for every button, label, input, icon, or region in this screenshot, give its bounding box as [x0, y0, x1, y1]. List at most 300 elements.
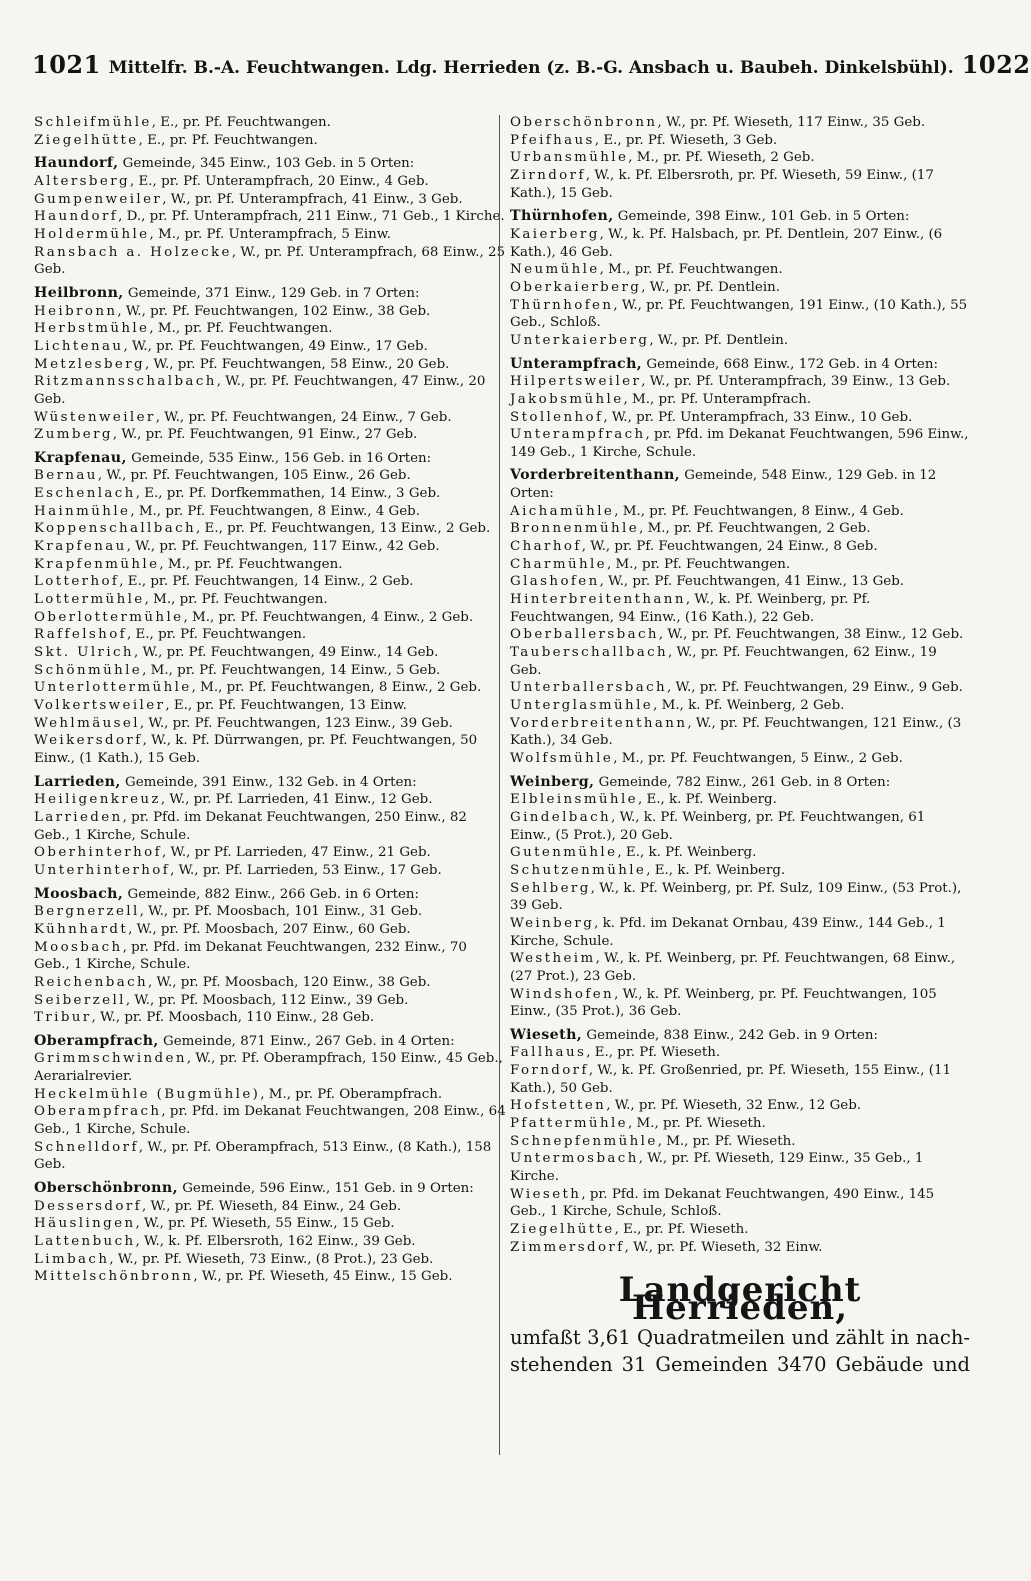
place-name: Gindelbach	[510, 809, 612, 825]
entry-details: , pr. Pfd. im Dekanat Feuchtwangen, 208 Einw., 64 Geb., 1 Kirche, Schule.	[34, 1104, 506, 1138]
entry-details: , W., pr. Pf. Oberampfrach, 513 Einw., (8 Kath.), 158 Geb.	[34, 1139, 492, 1173]
place-entry	[34, 114, 506, 132]
place-name: Altersberg	[34, 173, 131, 189]
place-entry	[510, 1239, 970, 1257]
place-name: Herbstmühle	[34, 321, 150, 337]
entry-details: , W., pr. Pf. Wieseth, 73 Einw., (8 Prot.), 23 Geb.	[109, 1251, 434, 1267]
place-entry	[34, 191, 506, 209]
entry-details: , W., pr. Pf. Feuchtwangen, 29 Einw., 9 Geb.	[667, 680, 963, 696]
place-name: Tribur	[34, 1010, 92, 1026]
entry-details: , W., k. Pf. Elbersroth, pr. Pf. Wieseth, 59 Einw., (17 Kath.), 15 Geb.	[510, 167, 934, 201]
entry-details: , M., pr. Pf. Feuchtwangen, 2 Geb.	[639, 521, 871, 537]
place-entry	[34, 356, 506, 374]
place-name: Holdermühle	[34, 226, 150, 242]
place-entry	[510, 809, 970, 844]
place-entry	[510, 715, 970, 750]
municipality-heading	[34, 450, 506, 468]
entry-details: , M., pr. Pf. Wieseth.	[628, 1116, 766, 1132]
entry-details: , W., pr. Pf. Feuchtwangen, 102 Einw., 38 Geb.	[117, 303, 431, 319]
page-number-left: 1021	[32, 50, 101, 79]
municipality-heading	[510, 356, 970, 374]
municipality-name: Wieseth,	[510, 1026, 583, 1043]
entry-details: , W., pr. Pf. Wieseth, 117 Einw., 35 Geb.	[657, 115, 926, 130]
place-entry	[34, 338, 506, 356]
municipality-name: Moosbach,	[34, 885, 124, 902]
entry-details: Gemeinde, 596 Einw., 151 Geb. in 9 Orten:	[177, 1181, 474, 1197]
place-name: Häuslingen	[34, 1216, 136, 1232]
municipality-heading	[34, 1180, 506, 1198]
place-entry	[34, 844, 506, 862]
municipality-heading	[510, 467, 970, 502]
place-name: Sehlberg	[510, 880, 591, 896]
place-entry	[34, 503, 506, 521]
place-name: Lotterhof	[34, 574, 120, 590]
place-name: Oberlottermühle	[34, 609, 184, 625]
entry-details: , M., pr. Pf. Wieseth, 2 Geb.	[628, 150, 815, 166]
entry-details: Gemeinde, 548 Einw., 129 Geb. in 12 Orten:	[510, 468, 937, 502]
page-header	[32, 50, 1031, 90]
place-entry	[34, 208, 506, 226]
place-entry	[510, 520, 970, 538]
entry-details: , W., pr. Pf. Feuchtwangen, 49 Einw., 17 Geb.	[123, 338, 428, 354]
place-name: Gumpenweiler	[34, 191, 163, 207]
entry-details: , M., pr. Pf. Feuchtwangen, 5 Einw., 2 Geb.	[613, 750, 903, 766]
place-name: Koppenschallbach	[34, 521, 197, 537]
place-name: Hilpertsweiler	[510, 374, 642, 390]
entry-details: , E., k. Pf. Weinberg.	[646, 862, 786, 878]
entry-details: Gemeinde, 838 Einw., 242 Geb. in 9 Orten:	[582, 1027, 878, 1043]
entry-details: Gemeinde, 398 Einw., 101 Geb. in 5 Orten:	[613, 209, 910, 225]
place-name: Oberkaierberg	[510, 279, 642, 295]
entry-details: , E., pr. Pf. Unterampfrach, 20 Einw., 4 Geb.	[130, 173, 429, 189]
entry-details: , W., pr. Pf. Feuchtwangen, 24 Einw., 8 Geb.	[581, 539, 878, 555]
entry-details: , W., pr. Pf. Wieseth, 55 Einw., 15 Geb.	[135, 1216, 395, 1232]
place-entry	[510, 1062, 970, 1097]
municipality-heading	[510, 1027, 970, 1045]
place-name: Kühnhardt	[34, 921, 129, 937]
entry-details: , W., pr. Pf. Moosbach, 120 Einw., 38 Geb.	[148, 974, 431, 990]
place-name: Wehlmäusel	[34, 715, 140, 731]
place-name: Hinterbreitenthann	[510, 592, 686, 608]
place-entry	[34, 320, 506, 338]
place-entry	[34, 467, 506, 485]
place-name: Grimmschwinden	[34, 1051, 187, 1067]
entry-details: , W., pr. Pf. Feuchtwangen, 38 Einw., 12 Geb.	[658, 627, 964, 643]
entry-details: , E., pr. Pf. Feuchtwangen.	[127, 627, 307, 643]
entry-details: , W., pr. Pf. Dentlein.	[641, 279, 781, 295]
place-name: Seiberzell	[34, 992, 126, 1008]
place-entry	[510, 750, 970, 768]
place-entry	[510, 279, 970, 297]
place-name: Tauberschallbach	[510, 645, 669, 661]
place-entry	[34, 1086, 506, 1104]
place-name: Forndorf	[510, 1063, 589, 1079]
entry-details: , pr. Pfd. im Dekanat Feuchtwangen, 596 Einw., 149 Geb., 1 Kirche, Schule.	[510, 427, 969, 460]
place-name: Hofstetten	[510, 1098, 607, 1114]
entry-details: , M., pr. Pf. Feuchtwangen, 8 Einw., 2 Geb.	[191, 680, 482, 696]
entry-details: , W., k. Pf. Elbersroth, 162 Einw., 39 Geb.	[135, 1234, 416, 1250]
municipality-name: Thürnhofen,	[510, 208, 614, 225]
entry-details: Gemeinde, 371 Einw., 129 Geb. in 7 Orten:	[123, 285, 420, 301]
entry-details: , W., pr. Pf. Feuchtwangen, 91 Einw., 27 Geb.	[112, 427, 418, 443]
place-name: Thürnhofen	[510, 297, 614, 313]
municipality-name: Heilbronn,	[34, 284, 124, 301]
municipality-name: Oberschönbronn,	[34, 1180, 178, 1197]
entry-details: , W., pr. Pf. Wieseth, 84 Einw., 24 Geb.	[142, 1198, 402, 1214]
place-name: Weinberg	[510, 915, 595, 931]
place-entry	[34, 426, 506, 444]
entry-details: , W., pr. Pf. Feuchtwangen, 105 Einw., 26 Geb.	[97, 468, 411, 484]
place-name: Wieseth	[510, 1186, 582, 1202]
place-name: Schutzenmühle	[510, 862, 647, 878]
place-name: Hainmühle	[34, 503, 131, 519]
place-name: Gutenmühle	[510, 845, 618, 861]
place-entry	[510, 844, 970, 862]
place-name: Dessersdorf	[34, 1198, 142, 1214]
entry-details: , W., pr. Pf. Unterampfrach, 39 Einw., 13 Geb.	[641, 374, 951, 390]
entry-details: , E., pr. Pf. Dorfkemmathen, 14 Einw., 3 Geb.	[135, 486, 441, 502]
place-entry	[34, 662, 506, 680]
entry-details: , W., pr. Pf. Feuchtwangen, 121 Einw., (3 Kath.), 34 Geb.	[510, 715, 962, 749]
entry-details: , M., pr. Pf. Unterampfrach, 5 Einw.	[149, 226, 391, 242]
entry-details: , M., pr. Pf. Feuchtwangen.	[599, 262, 783, 278]
place-name: Unterglasmühle	[510, 698, 654, 713]
entry-details: , W., k. Pf. Weinberg, pr. Pf. Feuchtwangen, 105 Einw., (35 Prot.), 36 Geb.	[510, 986, 937, 1020]
municipality-name: Krapfenau,	[34, 449, 127, 466]
entry-details: , E., pr. Pf. Feuchtwangen.	[151, 115, 331, 130]
municipality-name: Weinberg,	[510, 773, 595, 790]
place-entry	[510, 332, 970, 350]
entry-details: , M., pr. Pf. Feuchtwangen, 8 Einw., 4 Geb.	[130, 503, 420, 519]
entry-details: , W., pr. Pf. Moosbach, 101 Einw., 31 Geb.	[139, 904, 423, 920]
place-name: Unterlottermühle	[34, 680, 192, 696]
place-name: Jakobsmühle	[510, 391, 624, 407]
entry-details: Gemeinde, 345 Einw., 103 Geb. in 5 Orten:	[118, 156, 415, 172]
place-entry	[510, 679, 970, 697]
place-entry	[34, 921, 506, 939]
place-name: Schleifmühle	[34, 115, 152, 130]
entry-details: , pr. Pfd. im Dekanat Feuchtwangen, 250 Einw., 82 Geb., 1 Kirche, Schule.	[34, 809, 467, 843]
place-entry	[510, 132, 970, 150]
place-entry	[34, 791, 506, 809]
municipality-name: Unterampfrach,	[510, 355, 643, 372]
section-intro-line: stehenden 31 Gemeinden 3470 Gebäude und	[510, 1352, 970, 1376]
column-divider	[499, 115, 500, 1455]
place-entry	[34, 1050, 506, 1085]
place-name: Lichtenau	[34, 338, 124, 354]
place-entry	[510, 373, 970, 391]
entry-details: , W., pr. Pf. Feuchtwangen, 58 Einw., 20 Geb.	[145, 356, 450, 372]
entry-details: , W., pr. Pf. Unterampfrach, 33 Einw., 10 Geb.	[603, 409, 913, 425]
entry-details: , W., pr. Pf. Moosbach, 110 Einw., 28 Geb.	[91, 1010, 375, 1026]
place-name: Ritzmannsschalbach	[34, 374, 217, 390]
place-entry	[510, 297, 970, 332]
place-name: Windshofen	[510, 986, 615, 1002]
place-name: Pfeifhaus	[510, 132, 595, 148]
place-name: Larrieden	[34, 809, 123, 825]
municipality-heading	[34, 886, 506, 904]
place-entry	[510, 409, 970, 427]
place-name: Reichenbach	[34, 974, 149, 990]
right-column	[510, 114, 970, 1378]
place-entry	[510, 791, 970, 809]
place-entry	[34, 809, 506, 844]
right-column-entries	[510, 114, 970, 1256]
entry-details: , W., pr. Pf. Oberampfrach, 150 Einw., 45 Geb., Aerarialrevier.	[34, 1051, 503, 1085]
place-name: Schnelldorf	[34, 1139, 139, 1155]
place-entry	[34, 644, 506, 662]
place-entry	[510, 1133, 970, 1151]
place-entry	[34, 538, 506, 556]
place-name: Haundorf	[34, 209, 119, 225]
place-entry	[510, 591, 970, 626]
place-name: Krapfenmühle	[34, 556, 160, 572]
place-name: Pfattermühle	[510, 1116, 628, 1132]
place-entry	[34, 1139, 506, 1174]
place-name: Krapfenau	[34, 539, 127, 555]
place-entry	[34, 226, 506, 244]
left-column	[34, 114, 506, 1286]
place-entry	[34, 1009, 506, 1027]
place-name: Westheim	[510, 951, 596, 967]
place-name: Oberhinterhof	[34, 845, 162, 861]
entry-details: , W., pr. Pf. Wieseth, 32 Einw.	[624, 1239, 823, 1255]
place-name: Zirndorf	[510, 167, 586, 183]
place-name: Unterkaierberg	[510, 332, 650, 348]
entry-details: , W., pr. Pf. Feuchtwangen, 49 Einw., 14 Geb.	[133, 645, 439, 661]
place-entry	[510, 261, 970, 279]
place-name: Raffelshof	[34, 627, 128, 643]
place-entry	[510, 862, 970, 880]
municipality-heading	[510, 208, 970, 226]
place-name: Oberampfrach	[34, 1104, 162, 1120]
entry-details: , E., pr. Pf. Wieseth.	[614, 1222, 749, 1238]
place-entry	[510, 1150, 970, 1185]
place-entry	[510, 114, 970, 132]
place-name: Ziegelhütte	[510, 1222, 615, 1238]
entry-details: , W., k. Pf. Weinberg, pr. Pf. Feuchtwangen, 68 Einw., (27 Prot.), 23 Geb.	[510, 951, 956, 984]
entry-details: , W., pr. Pf. Wieseth, 32 Enw., 12 Geb.	[606, 1098, 862, 1114]
place-name: Charhof	[510, 539, 582, 555]
place-name: Lottermühle	[34, 592, 145, 608]
place-name: Bronnenmühle	[510, 521, 640, 537]
section-intro-line: umfaßt 3,61 Quadratmeilen und zählt in nach-	[510, 1325, 970, 1349]
place-name: Stollenhof	[510, 409, 604, 425]
entry-details: , M., pr. Pf. Feuchtwangen.	[149, 321, 333, 337]
entry-details: , M., pr. Pf. Feuchtwangen.	[144, 592, 328, 608]
section-title: Landgericht Herrieden,	[618, 1270, 862, 1328]
place-name: Unterampfrach	[510, 427, 646, 443]
municipality-name: Oberampfrach,	[34, 1032, 159, 1049]
place-name: Unterballersbach	[510, 680, 668, 696]
place-entry	[510, 503, 970, 521]
place-entry	[34, 732, 506, 767]
place-name: Schnepfenmühle	[510, 1133, 658, 1149]
place-name: Weikersdorf	[34, 733, 143, 749]
place-entry	[34, 626, 506, 644]
place-entry	[34, 939, 506, 974]
running-title: Mittelfr. B.-A. Feuchtwangen. Ldg. Herrieden (z. B.-G. Ansbach u. Baubeh. Dinkelsbühl).	[108, 58, 954, 78]
place-entry	[34, 573, 506, 591]
place-name: Wüstenweiler	[34, 409, 156, 425]
place-entry	[34, 679, 506, 697]
municipality-name: Haundorf,	[34, 155, 119, 172]
municipality-heading	[34, 285, 506, 303]
place-entry	[34, 520, 506, 538]
entry-details: , E., k. Pf. Weinberg.	[637, 792, 777, 808]
place-entry	[34, 1198, 506, 1216]
municipality-name: Vorderbreitenthann,	[510, 467, 680, 484]
place-entry	[34, 1233, 506, 1251]
entry-details: , E., pr. Pf. Wieseth.	[586, 1045, 721, 1061]
entry-details: , W., pr. Pf. Larrieden, 53 Einw., 17 Geb.	[170, 862, 442, 878]
place-name: Vorderbreitenthann	[510, 715, 688, 731]
place-name: Bernau	[34, 468, 98, 484]
place-entry	[510, 1097, 970, 1115]
entry-details: , pr. Pfd. im Dekanat Feuchtwangen, 232 Einw., 70 Geb., 1 Kirche, Schule.	[34, 939, 467, 973]
section-intro	[510, 1324, 970, 1378]
place-entry	[510, 226, 970, 261]
place-name: Limbach	[34, 1251, 110, 1267]
place-name: Schönmühle	[34, 662, 143, 678]
municipality-name: Larrieden,	[34, 773, 121, 790]
place-name: Charmühle	[510, 556, 608, 572]
place-entry	[510, 880, 970, 915]
place-entry	[34, 244, 506, 279]
place-name: Ransbach a. Holzecke	[34, 244, 232, 260]
entry-details: , E., k. Pf. Weinberg.	[617, 845, 757, 861]
place-name: Heckelmühle (Bugmühle)	[34, 1086, 261, 1102]
entry-details: Gemeinde, 535 Einw., 156 Geb. in 16 Orten:	[126, 450, 432, 466]
entry-details: , pr. Pfd. im Dekanat Feuchtwangen, 490 Einw., 145 Geb., 1 Kirche, Schule, Schloß.	[510, 1186, 935, 1220]
place-entry	[510, 149, 970, 167]
entry-details: , M., pr. Pf. Feuchtwangen, 4 Einw., 2 Geb.	[183, 609, 474, 625]
place-name: Mittelschönbronn	[34, 1269, 194, 1285]
entry-details: , W., pr. Pf. Feuchtwangen, 191 Einw., (10 Kath.), 55 Geb., Schloß.	[510, 297, 968, 331]
place-name: Neumühle	[510, 262, 600, 278]
entry-details: , W., k. Pf. Großenried, pr. Pf. Wieseth, 155 Einw., (11 Kath.), 50 Geb.	[510, 1063, 951, 1096]
place-name: Heiligenkreuz	[34, 792, 161, 808]
place-entry	[510, 915, 970, 950]
place-name: Unterhinterhof	[34, 862, 171, 878]
entry-details: , W., pr. Pf. Feuchtwangen, 24 Einw., 7 Geb.	[155, 409, 452, 425]
entry-details: , W., pr. Pf. Larrieden, 41 Einw., 12 Geb.	[160, 792, 433, 808]
place-entry	[34, 373, 506, 408]
place-name: Zimmersdorf	[510, 1239, 625, 1255]
place-name: Oberballersbach	[510, 627, 659, 643]
place-entry	[34, 303, 506, 321]
entry-details: , M., pr. Pf. Unterampfrach.	[623, 391, 812, 407]
place-name: Moosbach	[34, 939, 123, 955]
entry-details: , E., pr. Pf. Feuchtwangen, 14 Einw., 2 Geb.	[119, 574, 414, 590]
place-name: Lattenbuch	[34, 1234, 136, 1250]
place-entry	[510, 573, 970, 591]
place-name: Aichamühle	[510, 503, 615, 519]
place-entry	[510, 391, 970, 409]
entry-details: , W., pr. Pf. Feuchtwangen, 117 Einw., 42 Geb.	[126, 539, 440, 555]
place-name: Ziegelhütte	[34, 132, 139, 148]
entry-details: , W., k. Pf. Weinberg, pr. Pf. Feuchtwangen, 94 Einw., (16 Kath.), 22 Geb.	[510, 592, 871, 625]
entry-details: Gemeinde, 668 Einw., 172 Geb. in 4 Orten:	[642, 356, 938, 372]
place-name: Elbleinsmühle	[510, 792, 638, 808]
place-name: Metzlesberg	[34, 356, 146, 372]
entry-details: , W., pr. Pf. Moosbach, 207 Einw., 60 Geb.	[128, 921, 411, 937]
entry-details: , W., k. Pf. Weinberg, pr. Pf. Sulz, 109 Einw., (53 Prot.), 39 Geb.	[510, 880, 962, 914]
entry-details: , W., pr Pf. Larrieden, 47 Einw., 21 Geb.	[161, 845, 431, 861]
municipality-heading	[510, 774, 970, 792]
entry-details: , M., pr. Pf. Feuchtwangen, 14 Einw., 5 Geb.	[142, 662, 441, 678]
entry-details: , k. Pfd. im Dekanat Ornbau, 439 Einw., 144 Geb., 1 Kirche, Schule.	[510, 915, 946, 949]
place-name: Volkertsweiler	[34, 698, 166, 713]
page-number-right: 1022	[961, 50, 1031, 79]
entry-details: Gemeinde, 882 Einw., 266 Geb. in 6 Orten:	[123, 886, 420, 902]
entry-details: , W., pr. Pf. Feuchtwangen, 47 Einw., 20 Geb.	[34, 374, 486, 407]
place-entry	[34, 1251, 506, 1269]
entry-details: , M., pr. Pf. Feuchtwangen.	[159, 556, 343, 572]
entry-details: , W., pr. Pf. Unterampfrach, 41 Einw., 3 Geb.	[162, 191, 463, 207]
municipality-heading	[34, 155, 506, 173]
entry-details: , W., pr. Pf. Moosbach, 112 Einw., 39 Geb.	[125, 992, 409, 1008]
place-entry	[34, 609, 506, 627]
place-entry	[34, 173, 506, 191]
entry-details: , W., pr. Pf. Wieseth, 129 Einw., 35 Geb., 1 Kirche.	[510, 1151, 924, 1185]
place-name: Untermosbach	[510, 1151, 639, 1167]
place-entry	[34, 1103, 506, 1138]
place-entry	[34, 132, 506, 150]
place-entry	[34, 1215, 506, 1233]
place-entry	[510, 556, 970, 574]
place-name: Kaierberg	[510, 226, 600, 242]
entry-details: , M., pr. Pf. Feuchtwangen, 8 Einw., 4 Geb.	[614, 503, 904, 519]
entry-details: , M., k. Pf. Weinberg, 2 Geb.	[653, 698, 845, 713]
entry-details: , W., pr. Pf. Feuchtwangen, 123 Einw., 39 Geb.	[139, 715, 453, 731]
place-entry	[34, 992, 506, 1010]
place-entry	[34, 485, 506, 503]
entry-details: , W., pr. Pf. Dentlein.	[649, 332, 789, 348]
place-entry	[34, 1268, 506, 1286]
place-entry	[510, 538, 970, 556]
place-entry	[510, 626, 970, 644]
place-entry	[510, 644, 970, 679]
municipality-heading	[34, 774, 506, 792]
entry-details: Gemeinde, 782 Einw., 261 Geb. in 8 Orten:	[594, 774, 891, 790]
place-name: Wolfsmühle	[510, 750, 614, 766]
entry-details: , W., k. Pf. Weinberg, pr. Pf. Feuchtwangen, 61 Einw., (5 Prot.), 20 Geb.	[510, 809, 926, 843]
place-name: Urbansmühle	[510, 150, 629, 166]
entry-details: , M., pr. Pf. Oberampfrach.	[260, 1086, 443, 1102]
entry-details: , W., k. Pf. Halsbach, pr. Pf. Dentlein, 207 Einw., (6 Kath.), 46 Geb.	[510, 226, 943, 260]
place-entry	[34, 974, 506, 992]
entry-details: , D., pr. Pf. Unterampfrach, 211 Einw., 71 Geb., 1 Kirche.	[118, 209, 505, 225]
place-entry	[510, 1115, 970, 1133]
place-name: Fallhaus	[510, 1045, 587, 1061]
municipality-heading	[34, 1033, 506, 1051]
place-entry	[34, 715, 506, 733]
place-entry	[34, 591, 506, 609]
place-name: Heibronn	[34, 303, 118, 319]
place-entry	[510, 1044, 970, 1062]
entry-details: Gemeinde, 391 Einw., 132 Geb. in 4 Orten:	[120, 774, 417, 790]
place-entry	[34, 697, 506, 715]
place-entry	[34, 903, 506, 921]
entry-details: , W., pr. Pf. Wieseth, 45 Einw., 15 Geb.	[193, 1269, 453, 1285]
place-entry	[510, 1221, 970, 1239]
entry-details: , E., pr. Pf. Feuchtwangen.	[138, 132, 318, 148]
place-entry	[34, 556, 506, 574]
place-entry	[510, 986, 970, 1021]
place-entry	[510, 426, 970, 461]
place-name: Zumberg	[34, 427, 113, 443]
